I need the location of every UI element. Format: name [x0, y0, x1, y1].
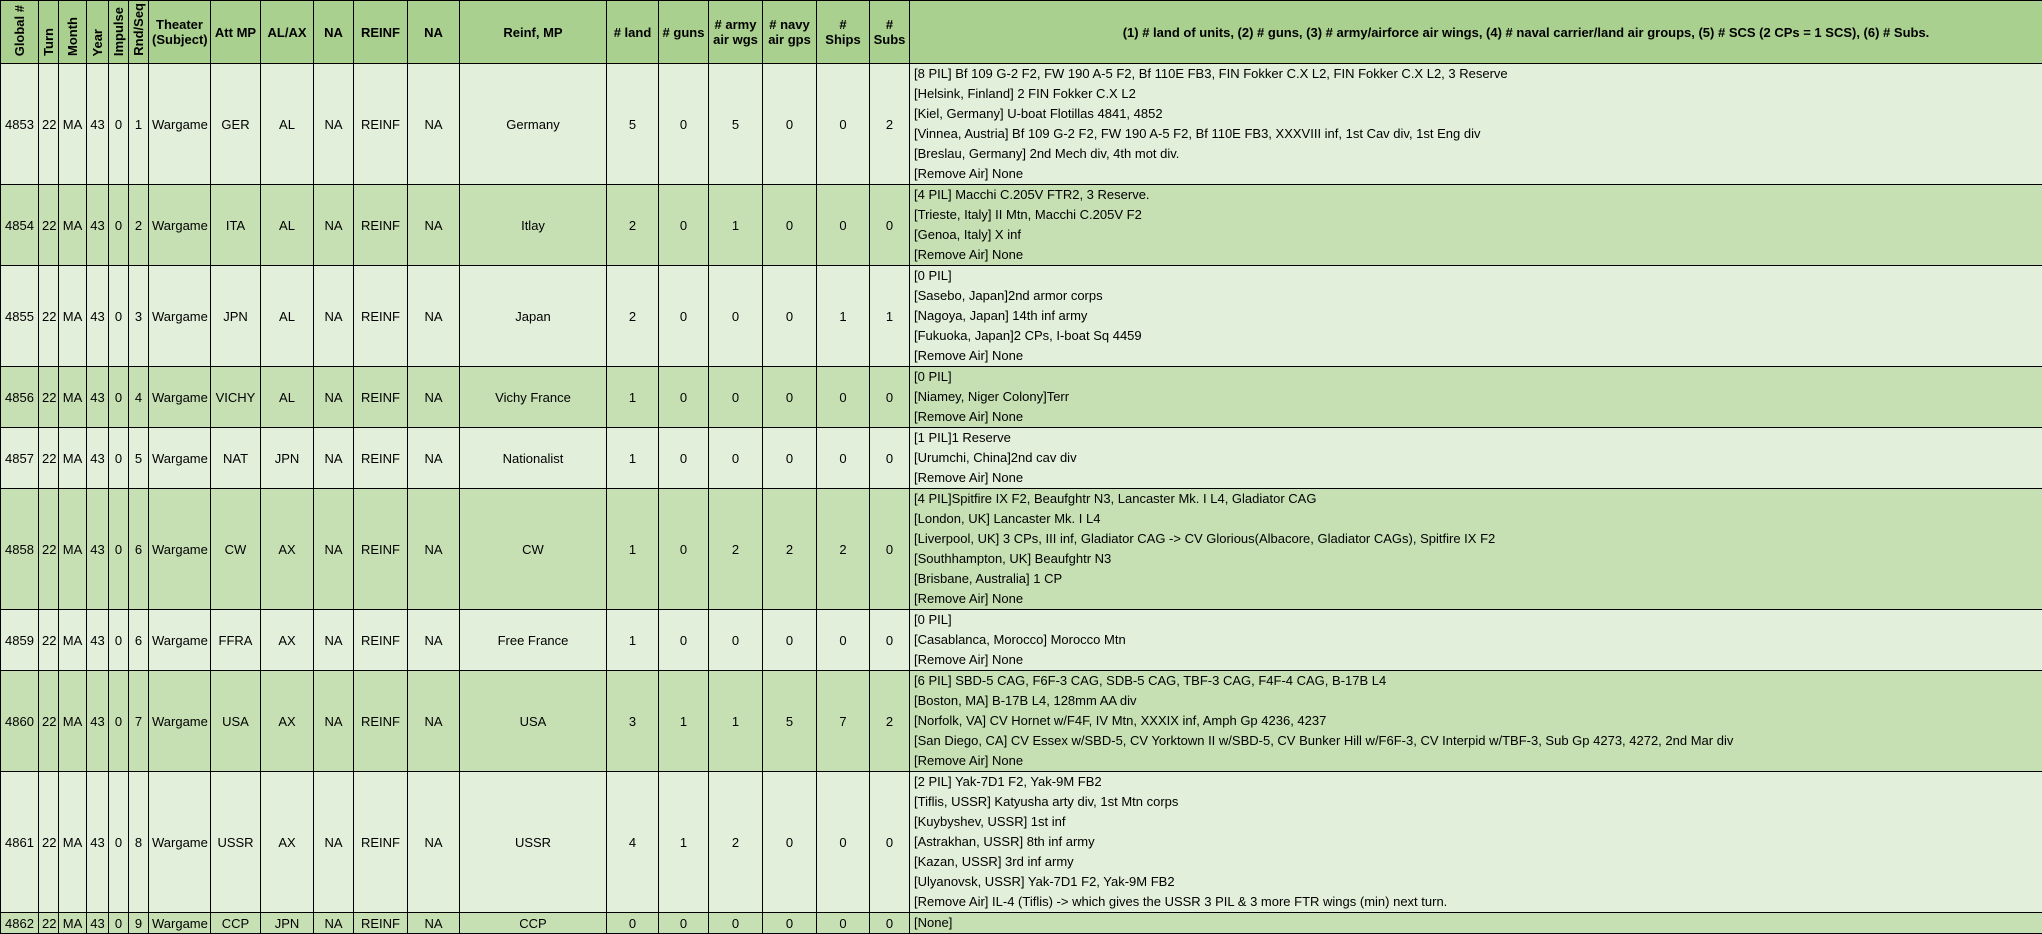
- cell-navy-air[interactable]: 0: [763, 913, 817, 934]
- cell-na-1[interactable]: NA: [314, 428, 354, 489]
- table-row: [1, 913, 2042, 934]
- cell-subs[interactable]: 0: [870, 185, 910, 266]
- header-al-ax[interactable]: AL/AX: [261, 1, 314, 64]
- cell-subs[interactable]: 0: [870, 367, 910, 428]
- cell-global[interactable]: 4862: [1, 913, 39, 934]
- cell-att-mp[interactable]: GER: [211, 64, 261, 185]
- cell-theater[interactable]: Wargame: [149, 772, 211, 913]
- header-guns[interactable]: # guns: [659, 1, 709, 64]
- header-theater[interactable]: Theater (Subject): [149, 1, 211, 64]
- cell-army-air[interactable]: 2: [709, 772, 763, 913]
- cell-impulse[interactable]: 0: [109, 367, 129, 428]
- description-line: [Helsink, Finland] 2 FIN Fokker C.X L2: [914, 84, 2042, 104]
- cell-ships[interactable]: 2: [817, 489, 870, 610]
- cell-att-mp[interactable]: FFRA: [211, 610, 261, 671]
- cell-month[interactable]: MA: [59, 367, 87, 428]
- cell-month[interactable]: MA: [59, 913, 87, 934]
- cell-year[interactable]: 43: [87, 367, 109, 428]
- table-row: [1, 266, 2042, 367]
- cell-global[interactable]: 4861: [1, 772, 39, 913]
- cell-att-mp[interactable]: USA: [211, 671, 261, 772]
- cell-land[interactable]: 1: [607, 428, 659, 489]
- cell-al-ax[interactable]: AL: [261, 367, 314, 428]
- cell-na-1[interactable]: NA: [314, 772, 354, 913]
- cell-army-air[interactable]: 1: [709, 185, 763, 266]
- description-line: [Remove Air] IL-4 (Tiflis) -> which gives the USSR 3 PIL & 3 more FTR wings (min) next turn.: [914, 892, 2042, 912]
- description-line: [Remove Air] None: [914, 589, 2042, 609]
- cell-reinf-mp[interactable]: Vichy France: [460, 367, 607, 428]
- cell-theater[interactable]: Wargame: [149, 185, 211, 266]
- description-line: [Remove Air] None: [914, 407, 2042, 427]
- cell-month[interactable]: MA: [59, 266, 87, 367]
- cell-description[interactable]: [910, 367, 2042, 428]
- cell-impulse[interactable]: 0: [109, 671, 129, 772]
- description-line: [Brisbane, Australia] 1 CP: [914, 569, 2042, 589]
- cell-na-2[interactable]: NA: [408, 367, 460, 428]
- cell-reinf[interactable]: REINF: [354, 367, 408, 428]
- cell-year[interactable]: 43: [87, 913, 109, 934]
- cell-reinf-mp[interactable]: USA: [460, 671, 607, 772]
- cell-description[interactable]: [910, 610, 2042, 671]
- cell-navy-air[interactable]: 0: [763, 610, 817, 671]
- description-line: [Genoa, Italy] X inf: [914, 225, 2042, 245]
- description-line: [None]: [914, 913, 2042, 933]
- cell-reinf-mp[interactable]: USSR: [460, 772, 607, 913]
- cell-reinf-mp[interactable]: Germany: [460, 64, 607, 185]
- cell-na-1[interactable]: NA: [314, 489, 354, 610]
- cell-army-air[interactable]: 2: [709, 489, 763, 610]
- description-line: [Remove Air] None: [914, 650, 2042, 670]
- cell-theater[interactable]: Wargame: [149, 671, 211, 772]
- cell-year[interactable]: 43: [87, 610, 109, 671]
- cell-turn[interactable]: 22: [39, 489, 59, 610]
- cell-att-mp[interactable]: ITA: [211, 185, 261, 266]
- description-line: [Southhampton, UK] Beaufghtr N3: [914, 549, 2042, 569]
- cell-rndseq[interactable]: 2: [129, 185, 149, 266]
- description-line: [Casablanca, Morocco] Morocco Mtn: [914, 630, 2042, 650]
- description-line: [Trieste, Italy] II Mtn, Macchi C.205V F2: [914, 205, 2042, 225]
- cell-year[interactable]: 43: [87, 489, 109, 610]
- description-line: [Astrakhan, USSR] 8th inf army: [914, 832, 2042, 852]
- cell-month[interactable]: MA: [59, 489, 87, 610]
- description-line: [Urumchi, China]2nd cav div: [914, 448, 2042, 468]
- cell-navy-air[interactable]: 0: [763, 428, 817, 489]
- cell-guns[interactable]: 0: [659, 266, 709, 367]
- cell-ships[interactable]: 0: [817, 428, 870, 489]
- header-ships[interactable]: # Ships: [817, 1, 870, 64]
- header-impulse[interactable]: Impulse: [109, 1, 129, 64]
- cell-month[interactable]: MA: [59, 671, 87, 772]
- cell-guns[interactable]: 0: [659, 428, 709, 489]
- cell-global[interactable]: 4860: [1, 671, 39, 772]
- cell-ships[interactable]: 0: [817, 610, 870, 671]
- cell-rndseq[interactable]: 7: [129, 671, 149, 772]
- cell-na-2[interactable]: NA: [408, 671, 460, 772]
- cell-navy-air[interactable]: 2: [763, 489, 817, 610]
- cell-al-ax[interactable]: AL: [261, 185, 314, 266]
- cell-land[interactable]: 5: [607, 64, 659, 185]
- cell-att-mp[interactable]: VICHY: [211, 367, 261, 428]
- cell-navy-air[interactable]: 0: [763, 367, 817, 428]
- cell-rndseq[interactable]: 1: [129, 64, 149, 185]
- description-line: [8 PIL] Bf 109 G-2 F2, FW 190 A-5 F2, Bf 110E FB3, FIN Fokker C.X L2, FIN Fokker C.X L2, 3 Reserve: [914, 64, 2042, 84]
- cell-subs[interactable]: 2: [870, 671, 910, 772]
- cell-al-ax[interactable]: AX: [261, 489, 314, 610]
- cell-reinf[interactable]: REINF: [354, 671, 408, 772]
- cell-description[interactable]: [910, 772, 2042, 913]
- table-row: [1, 185, 2042, 266]
- header-navy-air[interactable]: # navy air gps: [763, 1, 817, 64]
- cell-global[interactable]: 4859: [1, 610, 39, 671]
- cell-rndseq[interactable]: 5: [129, 428, 149, 489]
- cell-navy-air[interactable]: 0: [763, 64, 817, 185]
- cell-att-mp[interactable]: USSR: [211, 772, 261, 913]
- cell-navy-air[interactable]: 0: [763, 266, 817, 367]
- description-line: [4 PIL]Spitfire IX F2, Beaufghtr N3, Lancaster Mk. I L4, Gladiator CAG: [914, 489, 2042, 509]
- description-line: [Norfolk, VA] CV Hornet w/F4F, IV Mtn, XXXIX inf, Amph Gp 4236, 4237: [914, 711, 2042, 731]
- description-line: [London, UK] Lancaster Mk. I L4: [914, 509, 2042, 529]
- cell-reinf[interactable]: REINF: [354, 185, 408, 266]
- cell-global[interactable]: 4857: [1, 428, 39, 489]
- cell-subs[interactable]: 0: [870, 913, 910, 934]
- cell-description[interactable]: [910, 185, 2042, 266]
- cell-theater[interactable]: Wargame: [149, 428, 211, 489]
- cell-subs[interactable]: 0: [870, 610, 910, 671]
- cell-ships[interactable]: 1: [817, 266, 870, 367]
- cell-rndseq[interactable]: 6: [129, 610, 149, 671]
- cell-army-air[interactable]: 0: [709, 367, 763, 428]
- cell-turn[interactable]: 22: [39, 610, 59, 671]
- cell-turn[interactable]: 22: [39, 671, 59, 772]
- cell-month[interactable]: MA: [59, 428, 87, 489]
- cell-guns[interactable]: 1: [659, 772, 709, 913]
- header-month[interactable]: Month: [59, 1, 87, 64]
- description-line: [Liverpool, UK] 3 CPs, III inf, Gladiator CAG -> CV Glorious(Albacore, Gladiator CAGs), Spitfire IX F2: [914, 529, 2042, 549]
- cell-na-1[interactable]: NA: [314, 367, 354, 428]
- cell-na-2[interactable]: NA: [408, 610, 460, 671]
- header-reinf-mp[interactable]: Reinf, MP: [460, 1, 607, 64]
- cell-year[interactable]: 43: [87, 772, 109, 913]
- cell-month[interactable]: MA: [59, 185, 87, 266]
- header-na-2[interactable]: NA: [408, 1, 460, 64]
- cell-att-mp[interactable]: CW: [211, 489, 261, 610]
- description-line: [Fukuoka, Japan]2 CPs, I-boat Sq 4459: [914, 326, 2042, 346]
- cell-army-air[interactable]: 0: [709, 610, 763, 671]
- cell-al-ax[interactable]: AX: [261, 610, 314, 671]
- cell-impulse[interactable]: 0: [109, 772, 129, 913]
- cell-ships[interactable]: 0: [817, 185, 870, 266]
- cell-reinf-mp[interactable]: Itlay: [460, 185, 607, 266]
- description-line: [Sasebo, Japan]2nd armor corps: [914, 286, 2042, 306]
- cell-al-ax[interactable]: AX: [261, 772, 314, 913]
- cell-navy-air[interactable]: 5: [763, 671, 817, 772]
- table-row: [1, 671, 2042, 772]
- table-row: [1, 64, 2042, 185]
- cell-turn[interactable]: 22: [39, 913, 59, 934]
- header-global[interactable]: Global #: [1, 1, 39, 64]
- cell-subs[interactable]: 0: [870, 489, 910, 610]
- cell-na-2[interactable]: NA: [408, 489, 460, 610]
- cell-global[interactable]: 4858: [1, 489, 39, 610]
- cell-army-air[interactable]: 1: [709, 671, 763, 772]
- description-line: [0 PIL]: [914, 266, 2042, 286]
- cell-theater[interactable]: Wargame: [149, 913, 211, 934]
- cell-rndseq[interactable]: 3: [129, 266, 149, 367]
- cell-impulse[interactable]: 0: [109, 266, 129, 367]
- cell-description[interactable]: [910, 489, 2042, 610]
- cell-impulse[interactable]: 0: [109, 64, 129, 185]
- cell-land[interactable]: 4: [607, 772, 659, 913]
- cell-guns[interactable]: 0: [659, 367, 709, 428]
- cell-land[interactable]: 0: [607, 913, 659, 934]
- cell-year[interactable]: 43: [87, 185, 109, 266]
- description-line: [0 PIL]: [914, 610, 2042, 630]
- cell-navy-air[interactable]: 0: [763, 185, 817, 266]
- cell-land[interactable]: 1: [607, 367, 659, 428]
- cell-year[interactable]: 43: [87, 266, 109, 367]
- cell-army-air[interactable]: 0: [709, 428, 763, 489]
- description-line: [0 PIL]: [914, 367, 2042, 387]
- cell-na-2[interactable]: NA: [408, 266, 460, 367]
- cell-subs[interactable]: 1: [870, 266, 910, 367]
- cell-description[interactable]: [910, 428, 2042, 489]
- cell-ships[interactable]: 0: [817, 772, 870, 913]
- cell-theater[interactable]: Wargame: [149, 489, 211, 610]
- description-line: [Remove Air] None: [914, 245, 2042, 265]
- cell-na-1[interactable]: NA: [314, 671, 354, 772]
- table-row: [1, 428, 2042, 489]
- description-line: [Nagoya, Japan] 14th inf army: [914, 306, 2042, 326]
- description-line: [4 PIL] Macchi C.205V FTR2, 3 Reserve.: [914, 185, 2042, 205]
- cell-theater[interactable]: Wargame: [149, 266, 211, 367]
- table-row: [1, 489, 2042, 610]
- cell-rndseq[interactable]: 8: [129, 772, 149, 913]
- cell-month[interactable]: MA: [59, 610, 87, 671]
- description-line: [1 PIL]1 Reserve: [914, 428, 2042, 448]
- cell-att-mp[interactable]: JPN: [211, 266, 261, 367]
- cell-al-ax[interactable]: JPN: [261, 913, 314, 934]
- cell-land[interactable]: 3: [607, 671, 659, 772]
- description-line: [2 PIL] Yak-7D1 F2, Yak-9M FB2: [914, 772, 2042, 792]
- cell-description[interactable]: [910, 266, 2042, 367]
- cell-reinf[interactable]: REINF: [354, 428, 408, 489]
- description-line: [Kiel, Germany] U-boat Flotillas 4841, 4852: [914, 104, 2042, 124]
- cell-rndseq[interactable]: 6: [129, 489, 149, 610]
- cell-reinf-mp[interactable]: Japan: [460, 266, 607, 367]
- cell-na-2[interactable]: NA: [408, 913, 460, 934]
- cell-al-ax[interactable]: AL: [261, 266, 314, 367]
- cell-al-ax[interactable]: AL: [261, 64, 314, 185]
- cell-global[interactable]: 4855: [1, 266, 39, 367]
- cell-land[interactable]: 2: [607, 185, 659, 266]
- cell-reinf[interactable]: REINF: [354, 772, 408, 913]
- cell-guns[interactable]: 1: [659, 671, 709, 772]
- cell-army-air[interactable]: 0: [709, 266, 763, 367]
- cell-year[interactable]: 43: [87, 428, 109, 489]
- cell-land[interactable]: 1: [607, 489, 659, 610]
- cell-army-air[interactable]: 0: [709, 913, 763, 934]
- description-line: [Niamey, Niger Colony]Terr: [914, 387, 2042, 407]
- cell-description[interactable]: [910, 64, 2042, 185]
- cell-att-mp[interactable]: CCP: [211, 913, 261, 934]
- description-line: [Kuybyshev, USSR] 1st inf: [914, 812, 2042, 832]
- cell-navy-air[interactable]: 0: [763, 772, 817, 913]
- cell-reinf-mp[interactable]: CCP: [460, 913, 607, 934]
- cell-reinf[interactable]: REINF: [354, 913, 408, 934]
- description-line: [Tiflis, USSR] Katyusha arty div, 1st Mtn corps: [914, 792, 2042, 812]
- cell-reinf-mp[interactable]: Free France: [460, 610, 607, 671]
- header-rndseq[interactable]: Rnd/Seq: [129, 1, 149, 64]
- header-land[interactable]: # land: [607, 1, 659, 64]
- cell-year[interactable]: 43: [87, 671, 109, 772]
- header-year[interactable]: Year: [87, 1, 109, 64]
- cell-description[interactable]: [910, 913, 2042, 934]
- cell-impulse[interactable]: 0: [109, 489, 129, 610]
- cell-turn[interactable]: 22: [39, 772, 59, 913]
- cell-reinf-mp[interactable]: CW: [460, 489, 607, 610]
- cell-land[interactable]: 2: [607, 266, 659, 367]
- cell-impulse[interactable]: 0: [109, 185, 129, 266]
- cell-reinf[interactable]: REINF: [354, 266, 408, 367]
- cell-na-1[interactable]: NA: [314, 913, 354, 934]
- cell-reinf[interactable]: REINF: [354, 610, 408, 671]
- cell-subs[interactable]: 0: [870, 428, 910, 489]
- description-line: [Kazan, USSR] 3rd inf army: [914, 852, 2042, 872]
- cell-att-mp[interactable]: NAT: [211, 428, 261, 489]
- cell-na-1[interactable]: NA: [314, 266, 354, 367]
- cell-reinf[interactable]: REINF: [354, 489, 408, 610]
- cell-guns[interactable]: 0: [659, 913, 709, 934]
- cell-al-ax[interactable]: AX: [261, 671, 314, 772]
- cell-ships[interactable]: 7: [817, 671, 870, 772]
- cell-na-2[interactable]: NA: [408, 185, 460, 266]
- cell-turn[interactable]: 22: [39, 266, 59, 367]
- cell-al-ax[interactable]: JPN: [261, 428, 314, 489]
- cell-army-air[interactable]: 5: [709, 64, 763, 185]
- description-line: [Remove Air] None: [914, 164, 2042, 184]
- cell-description[interactable]: [910, 671, 2042, 772]
- cell-theater[interactable]: Wargame: [149, 610, 211, 671]
- cell-na-2[interactable]: NA: [408, 64, 460, 185]
- cell-reinf[interactable]: REINF: [354, 64, 408, 185]
- cell-rndseq[interactable]: 4: [129, 367, 149, 428]
- header-description[interactable]: (1) # land of units, (2) # guns, (3) # army/airforce air wings, (4) # naval carrier/land air groups, (5) # SCS (2 CPs = 1 SCS), (6) # Subs.: [910, 1, 2042, 64]
- cell-global[interactable]: 4856: [1, 367, 39, 428]
- cell-ships[interactable]: 0: [817, 64, 870, 185]
- description-line: [Boston, MA] B-17B L4, 128mm AA div: [914, 691, 2042, 711]
- cell-turn[interactable]: 22: [39, 367, 59, 428]
- cell-month[interactable]: MA: [59, 64, 87, 185]
- header-att-mp[interactable]: Att MP: [211, 1, 261, 64]
- cell-impulse[interactable]: 0: [109, 428, 129, 489]
- table-row: [1, 610, 2042, 671]
- cell-guns[interactable]: 0: [659, 64, 709, 185]
- description-line: [Breslau, Germany] 2nd Mech div, 4th mot div.: [914, 144, 2042, 164]
- description-line: [Remove Air] None: [914, 346, 2042, 366]
- cell-ships[interactable]: 0: [817, 367, 870, 428]
- header-row: [1, 1, 2042, 64]
- cell-guns[interactable]: 0: [659, 610, 709, 671]
- description-line: [Ulyanovsk, USSR] Yak-7D1 F2, Yak-9M FB2: [914, 872, 2042, 892]
- cell-impulse[interactable]: 0: [109, 913, 129, 934]
- header-subs[interactable]: # Subs: [870, 1, 910, 64]
- cell-turn[interactable]: 22: [39, 428, 59, 489]
- cell-impulse[interactable]: 0: [109, 610, 129, 671]
- header-army-air[interactable]: # army air wgs: [709, 1, 763, 64]
- cell-na-1[interactable]: NA: [314, 64, 354, 185]
- description-line: [Remove Air] None: [914, 468, 2042, 488]
- table-row: [1, 367, 2042, 428]
- cell-reinf-mp[interactable]: Nationalist: [460, 428, 607, 489]
- cell-global[interactable]: 4854: [1, 185, 39, 266]
- cell-subs[interactable]: 0: [870, 772, 910, 913]
- table-body: [1, 64, 2042, 934]
- header-na-1[interactable]: NA: [314, 1, 354, 64]
- header-turn[interactable]: Turn: [39, 1, 59, 64]
- cell-guns[interactable]: 0: [659, 489, 709, 610]
- description-line: [6 PIL] SBD-5 CAG, F6F-3 CAG, SDB-5 CAG, TBF-3 CAG, F4F-4 CAG, B-17B L4: [914, 671, 2042, 691]
- cell-theater[interactable]: Wargame: [149, 64, 211, 185]
- description-line: [San Diego, CA] CV Essex w/SBD-5, CV Yorktown II w/SBD-5, CV Bunker Hill w/F6F-3, CV Interpid w/TBF-3, Sub Gp 4273, 4272, 2nd Mar div: [914, 731, 2042, 751]
- cell-na-1[interactable]: NA: [314, 185, 354, 266]
- cell-subs[interactable]: 2: [870, 64, 910, 185]
- description-line: [Remove Air] None: [914, 751, 2042, 771]
- cell-na-2[interactable]: NA: [408, 772, 460, 913]
- cell-guns[interactable]: 0: [659, 185, 709, 266]
- cell-land[interactable]: 1: [607, 610, 659, 671]
- cell-na-1[interactable]: NA: [314, 610, 354, 671]
- header-reinf[interactable]: REINF: [354, 1, 408, 64]
- table-row: [1, 772, 2042, 913]
- cell-year[interactable]: 43: [87, 64, 109, 185]
- cell-global[interactable]: 4853: [1, 64, 39, 185]
- cell-rndseq[interactable]: 9: [129, 913, 149, 934]
- cell-na-2[interactable]: NA: [408, 428, 460, 489]
- description-line: [Vinnea, Austria] Bf 109 G-2 F2, FW 190 A-5 F2, Bf 110E FB3, XXXVIII inf, 1st Cav div, 1st Eng div: [914, 124, 2042, 144]
- cell-ships[interactable]: 0: [817, 913, 870, 934]
- cell-turn[interactable]: 22: [39, 64, 59, 185]
- cell-turn[interactable]: 22: [39, 185, 59, 266]
- cell-month[interactable]: MA: [59, 772, 87, 913]
- cell-theater[interactable]: Wargame: [149, 367, 211, 428]
